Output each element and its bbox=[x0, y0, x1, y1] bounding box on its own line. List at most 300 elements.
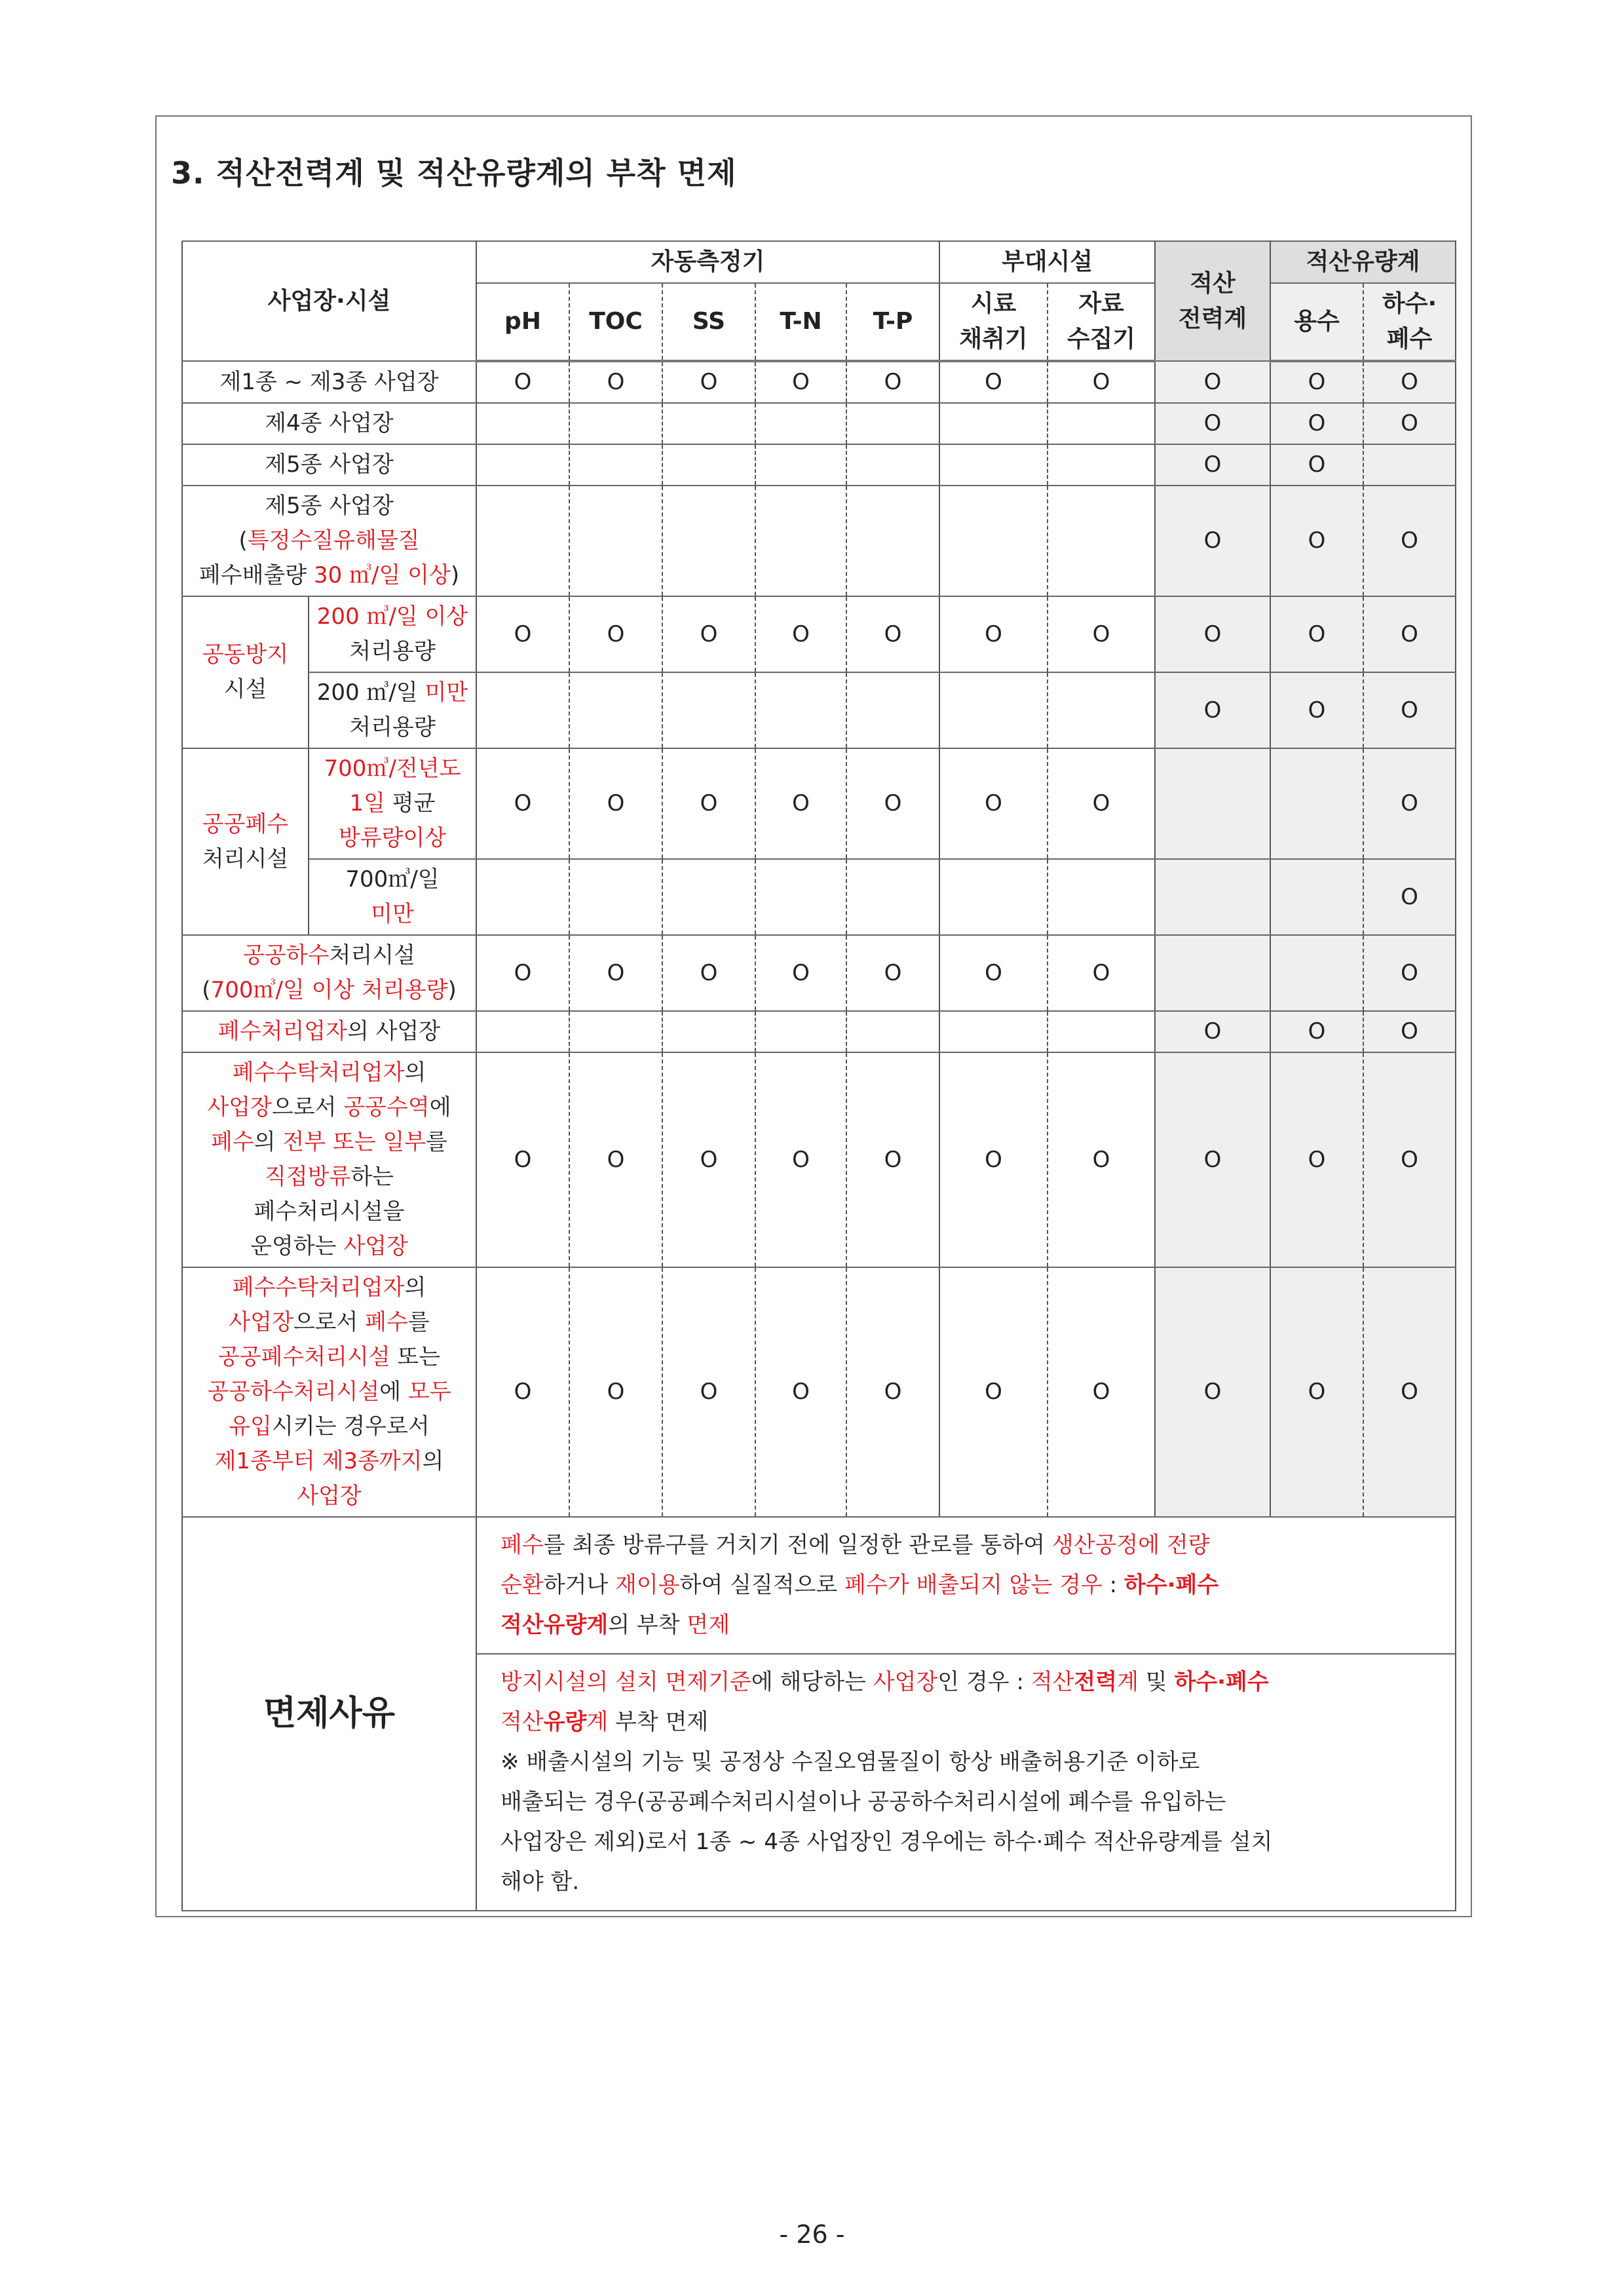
check-mark bbox=[939, 859, 1048, 935]
check-mark: O bbox=[476, 361, 569, 403]
check-mark: O bbox=[1155, 1052, 1270, 1267]
row-label bbox=[182, 444, 476, 486]
check-mark bbox=[662, 403, 755, 444]
highlighted-text: 공동방지 bbox=[202, 641, 289, 668]
highlighted-text: 미만 bbox=[425, 679, 468, 706]
header-auxiliary: 부대시설 bbox=[939, 241, 1155, 283]
check-mark bbox=[939, 486, 1048, 596]
check-mark: O bbox=[1155, 486, 1270, 596]
text-line: 수집기 bbox=[1067, 326, 1136, 353]
check-mark bbox=[569, 859, 662, 935]
text-line bbox=[183, 938, 476, 973]
check-mark: O bbox=[1363, 1267, 1456, 1517]
check-mark bbox=[476, 672, 569, 748]
text-line: 전력계 bbox=[1178, 305, 1247, 332]
check-mark: O bbox=[1270, 1267, 1363, 1517]
check-mark: O bbox=[1048, 361, 1155, 403]
text-segment: 폐수배출량 bbox=[198, 562, 314, 588]
check-mark: O bbox=[569, 596, 662, 672]
highlighted-text: 순환 bbox=[500, 1572, 544, 1598]
text-segment: 의 사업장 bbox=[347, 1018, 441, 1044]
text-segment: ) bbox=[447, 977, 457, 1003]
highlighted-text: 200 ㎥/일 이상 bbox=[316, 603, 468, 630]
text-line bbox=[309, 710, 476, 745]
check-mark: O bbox=[755, 361, 846, 403]
text-segment: 에 bbox=[379, 1379, 408, 1405]
text-segment: 의 부착 bbox=[608, 1612, 687, 1638]
highlighted-text: 사업장 bbox=[297, 1483, 362, 1509]
text-segment: ) bbox=[450, 562, 460, 588]
check-mark bbox=[939, 403, 1048, 444]
highlighted-text: 폐수 bbox=[365, 1309, 408, 1335]
text-line: 하수· bbox=[1382, 290, 1437, 317]
check-mark bbox=[1048, 444, 1155, 486]
text-line bbox=[500, 1782, 1431, 1822]
check-mark: O bbox=[1270, 1011, 1363, 1052]
check-mark bbox=[1048, 403, 1155, 444]
highlighted-text: 사업장 bbox=[873, 1669, 938, 1695]
check-mark: O bbox=[1363, 486, 1456, 596]
table-row bbox=[182, 748, 1456, 859]
check-mark: O bbox=[1155, 403, 1270, 444]
text-segment: 또는 bbox=[390, 1344, 441, 1370]
table-row bbox=[182, 1267, 1456, 1517]
check-mark: O bbox=[662, 748, 755, 859]
check-mark bbox=[939, 444, 1048, 486]
check-mark bbox=[939, 672, 1048, 748]
check-mark: O bbox=[939, 935, 1048, 1011]
header-auto-measurement: 자동측정기 bbox=[476, 241, 939, 283]
text-segment: 인 경우 : bbox=[937, 1669, 1031, 1695]
highlighted-text: 폐수처리업자 bbox=[217, 1018, 347, 1044]
highlighted-text: 폐수 bbox=[211, 1129, 254, 1155]
text-line: 용수 bbox=[1294, 308, 1340, 335]
header-aux-col bbox=[939, 283, 1048, 361]
text-segment: 처리용량 bbox=[349, 638, 436, 664]
highlighted-text: 공공수역 bbox=[343, 1094, 430, 1120]
exemption-row bbox=[182, 1517, 1456, 1654]
header-col-ss: SS bbox=[662, 283, 755, 361]
text-line bbox=[183, 638, 308, 672]
highlighted-text: 계 bbox=[1117, 1669, 1139, 1695]
highlighted-text: 유입 bbox=[229, 1413, 272, 1440]
text-segment: 으로서 bbox=[293, 1309, 366, 1335]
text-line bbox=[500, 1525, 1431, 1565]
text-line bbox=[309, 862, 476, 897]
highlighted-text: 전부 또는 일부 bbox=[282, 1129, 426, 1155]
row-label bbox=[182, 361, 476, 403]
text-segment: : bbox=[1102, 1572, 1124, 1598]
text-segment: 으로서 bbox=[271, 1094, 344, 1120]
text-segment: 의 bbox=[404, 1274, 426, 1301]
text-line bbox=[183, 1444, 476, 1479]
check-mark: O bbox=[1270, 672, 1363, 748]
check-mark: O bbox=[1270, 403, 1363, 444]
text-line bbox=[500, 1702, 1431, 1742]
check-mark bbox=[755, 486, 846, 596]
check-mark: O bbox=[569, 935, 662, 1011]
check-mark: O bbox=[939, 748, 1048, 859]
text-line: 적산 bbox=[1190, 269, 1236, 297]
text-line bbox=[183, 1014, 476, 1049]
text-segment: 하거나 bbox=[543, 1572, 616, 1598]
check-mark: O bbox=[1363, 596, 1456, 672]
check-mark: O bbox=[755, 1267, 846, 1517]
text-line bbox=[183, 1229, 476, 1264]
check-mark bbox=[569, 672, 662, 748]
check-mark: O bbox=[1155, 444, 1270, 486]
group-label bbox=[182, 748, 309, 935]
check-mark: O bbox=[476, 596, 569, 672]
check-mark: O bbox=[1270, 1052, 1363, 1267]
check-mark bbox=[476, 403, 569, 444]
header-col-toc: TOC bbox=[569, 283, 662, 361]
text-line bbox=[500, 1662, 1431, 1702]
row-label bbox=[182, 935, 476, 1011]
text-line: 폐수 bbox=[1386, 326, 1433, 353]
check-mark: O bbox=[1155, 361, 1270, 403]
check-mark: O bbox=[755, 748, 846, 859]
check-mark: O bbox=[1363, 748, 1456, 859]
check-mark: O bbox=[1048, 748, 1155, 859]
highlighted-text: 계 bbox=[586, 1709, 609, 1735]
check-mark: O bbox=[755, 935, 846, 1011]
text-line bbox=[183, 1125, 476, 1160]
highlighted-text: 하수·폐수 bbox=[1124, 1572, 1219, 1598]
highlighted-text: 생산공정에 전량 bbox=[1051, 1532, 1210, 1558]
check-mark: O bbox=[1270, 361, 1363, 403]
table-row bbox=[182, 935, 1456, 1011]
text-segment: 200 ㎥/일 bbox=[316, 679, 425, 706]
check-mark bbox=[569, 486, 662, 596]
text-segment: ※ 배출시설의 기능 및 공정상 수질오염물질이 항상 배출허용기준 이하로 bbox=[500, 1749, 1200, 1775]
text-segment: 및 bbox=[1138, 1669, 1175, 1695]
highlighted-text: 사업장 bbox=[207, 1094, 272, 1120]
exemption-text bbox=[476, 1517, 1456, 1654]
check-mark bbox=[755, 672, 846, 748]
text-segment: 처리시설 bbox=[202, 845, 289, 872]
exemption-label: 면제사유 bbox=[182, 1517, 476, 1911]
check-mark bbox=[1270, 935, 1363, 1011]
text-line bbox=[500, 1605, 1431, 1645]
text-line bbox=[183, 558, 476, 593]
header-col-t-p: T-P bbox=[846, 283, 939, 361]
highlighted-text: 직접방류 bbox=[264, 1164, 351, 1190]
check-mark: O bbox=[1155, 1011, 1270, 1052]
text-line bbox=[183, 1340, 476, 1375]
text-segment: 처리시설 bbox=[329, 942, 415, 968]
check-mark: O bbox=[1270, 444, 1363, 486]
table-row bbox=[182, 444, 1456, 486]
check-mark: O bbox=[1155, 672, 1270, 748]
check-mark: O bbox=[1270, 596, 1363, 672]
check-mark: O bbox=[846, 361, 939, 403]
check-mark bbox=[569, 444, 662, 486]
check-mark bbox=[846, 444, 939, 486]
text-line bbox=[500, 1822, 1431, 1862]
highlighted-text: 재이용 bbox=[615, 1572, 680, 1598]
highlighted-text: 사업장 bbox=[229, 1309, 293, 1335]
check-mark bbox=[1048, 486, 1155, 596]
check-mark bbox=[662, 444, 755, 486]
header-col-t-n: T-N bbox=[755, 283, 846, 361]
text-segment: 처리용량 bbox=[349, 714, 436, 740]
check-mark bbox=[476, 1011, 569, 1052]
text-segment: 사업장은 제외)로서 1종 ~ 4종 사업장인 경우에는 하수·폐수 적산유량계를 설치 bbox=[500, 1829, 1273, 1855]
check-mark: O bbox=[1363, 1011, 1456, 1052]
check-mark bbox=[846, 486, 939, 596]
text-segment: 배출되는 경우(공공폐수처리시설이나 공공하수처리시설에 폐수를 유입하는 bbox=[500, 1789, 1226, 1815]
table-row bbox=[182, 486, 1456, 596]
check-mark bbox=[1048, 859, 1155, 935]
highlighted-text: 폐수수탁처리업자 bbox=[232, 1274, 405, 1301]
text-segment: 에 해당하는 bbox=[751, 1669, 873, 1695]
check-mark bbox=[476, 444, 569, 486]
text-segment: 의 bbox=[254, 1129, 283, 1155]
highlighted-text: 공공하수처리시설 bbox=[207, 1379, 380, 1405]
highlighted-text: 미만 bbox=[371, 901, 414, 927]
text-segment: ( bbox=[202, 977, 211, 1003]
check-mark bbox=[846, 672, 939, 748]
header-facility: 사업장·시설 bbox=[182, 241, 476, 361]
check-mark: O bbox=[846, 748, 939, 859]
section-title: 3. 적산전력계 및 적산유량계의 부착 면제 bbox=[171, 155, 737, 191]
check-mark: O bbox=[662, 935, 755, 1011]
check-mark bbox=[939, 1011, 1048, 1052]
header-flow-meter: 적산유량계 bbox=[1270, 241, 1456, 283]
check-mark bbox=[1270, 859, 1363, 935]
text-segment: 하여 실질적으로 bbox=[679, 1572, 845, 1598]
check-mark: O bbox=[662, 361, 755, 403]
text-line bbox=[183, 1195, 476, 1229]
check-mark: O bbox=[755, 596, 846, 672]
text-segment: 제5종 사업장 bbox=[265, 451, 394, 478]
row-label bbox=[182, 1052, 476, 1267]
table-row bbox=[182, 672, 1456, 748]
check-mark: O bbox=[569, 1267, 662, 1517]
text-line bbox=[183, 448, 476, 482]
check-mark: O bbox=[1048, 596, 1155, 672]
check-mark bbox=[662, 859, 755, 935]
check-mark bbox=[755, 859, 846, 935]
check-mark bbox=[1270, 748, 1363, 859]
highlighted-text: 적산 bbox=[500, 1709, 544, 1735]
check-mark bbox=[1363, 444, 1456, 486]
page-number: - 26 - bbox=[779, 2220, 845, 2249]
text-line bbox=[309, 634, 476, 669]
exemption-text bbox=[476, 1654, 1456, 1911]
check-mark: O bbox=[476, 1267, 569, 1517]
check-mark: O bbox=[939, 361, 1048, 403]
check-mark bbox=[476, 859, 569, 935]
text-segment: 를 bbox=[407, 1309, 430, 1335]
text-segment: 제4종 사업장 bbox=[265, 410, 394, 436]
text-segment: 운영하는 bbox=[250, 1233, 344, 1259]
check-mark: O bbox=[846, 1267, 939, 1517]
highlighted-text: 모두 bbox=[407, 1379, 451, 1405]
highlighted-text: 사업장 bbox=[343, 1233, 408, 1259]
highlighted-text: 유량 bbox=[543, 1709, 587, 1735]
header-flow-col bbox=[1270, 283, 1363, 361]
text-segment: 부착 면제 bbox=[608, 1709, 709, 1735]
header-col-ph: pH bbox=[476, 283, 569, 361]
check-mark: O bbox=[755, 1052, 846, 1267]
text-line bbox=[309, 752, 476, 786]
check-mark bbox=[569, 1011, 662, 1052]
text-line: 채취기 bbox=[959, 326, 1028, 353]
highlighted-text: 적산 bbox=[1030, 1669, 1074, 1695]
check-mark: O bbox=[846, 596, 939, 672]
highlighted-text: 공공폐수 bbox=[202, 811, 289, 837]
check-mark: O bbox=[476, 748, 569, 859]
text-line bbox=[183, 973, 476, 1008]
text-segment: 의 bbox=[404, 1060, 426, 1086]
exemption-table bbox=[181, 240, 1456, 1911]
text-line: 시료 bbox=[970, 290, 1017, 317]
check-mark bbox=[662, 1011, 755, 1052]
check-mark bbox=[846, 859, 939, 935]
text-line bbox=[183, 1409, 476, 1444]
highlighted-text: 방류량이상 bbox=[338, 825, 447, 851]
text-line bbox=[309, 676, 476, 710]
check-mark bbox=[1048, 672, 1155, 748]
check-mark: O bbox=[476, 935, 569, 1011]
table-row bbox=[182, 1052, 1456, 1267]
text-segment: 평균 bbox=[385, 790, 436, 816]
check-mark bbox=[1155, 935, 1270, 1011]
check-mark bbox=[569, 403, 662, 444]
check-mark: O bbox=[1363, 1052, 1456, 1267]
header-flow-col bbox=[1363, 283, 1456, 361]
header-aux-col bbox=[1048, 283, 1155, 361]
text-line bbox=[183, 1090, 476, 1125]
group-label bbox=[182, 596, 309, 748]
text-line bbox=[183, 489, 476, 524]
highlighted-text: 700㎥/전년도 bbox=[324, 756, 461, 782]
check-mark: O bbox=[1363, 859, 1456, 935]
text-segment: 해야 함. bbox=[500, 1869, 580, 1895]
text-line bbox=[183, 1056, 476, 1090]
highlighted-text: 전력 bbox=[1074, 1669, 1118, 1695]
table-row bbox=[182, 361, 1456, 403]
text-line bbox=[183, 1271, 476, 1305]
row-label bbox=[182, 486, 476, 596]
check-mark bbox=[755, 1011, 846, 1052]
highlighted-text: 30 ㎥/일 이상 bbox=[313, 562, 451, 588]
check-mark: O bbox=[846, 935, 939, 1011]
check-mark: O bbox=[1270, 486, 1363, 596]
highlighted-text: 폐수 bbox=[500, 1532, 544, 1558]
text-segment: 제5종 사업장 bbox=[265, 493, 394, 519]
check-mark: O bbox=[1155, 1267, 1270, 1517]
row-label bbox=[182, 1267, 476, 1517]
check-mark: O bbox=[1155, 596, 1270, 672]
text-line bbox=[500, 1565, 1431, 1605]
text-segment: 제1종 ~ 제3종 사업장 bbox=[219, 368, 439, 395]
text-line bbox=[183, 672, 308, 707]
text-line bbox=[183, 1305, 476, 1340]
text-line bbox=[183, 406, 476, 441]
highlighted-text: 하수·폐수 bbox=[1174, 1669, 1269, 1695]
text-line bbox=[309, 600, 476, 634]
text-line bbox=[309, 786, 476, 821]
subrow-label bbox=[309, 672, 476, 748]
check-mark: O bbox=[662, 1267, 755, 1517]
highlighted-text: 제1종부터 제3종까지 bbox=[214, 1448, 423, 1474]
check-mark bbox=[662, 486, 755, 596]
check-mark: O bbox=[1048, 1267, 1155, 1517]
table-row bbox=[182, 1011, 1456, 1052]
check-mark: O bbox=[939, 1267, 1048, 1517]
text-segment: 시키는 경우로서 bbox=[271, 1413, 430, 1440]
highlighted-text: 700㎥/일 이상 처리용량 bbox=[210, 977, 448, 1003]
text-line bbox=[183, 807, 308, 842]
check-mark: O bbox=[1363, 361, 1456, 403]
text-segment: 700㎥/일 bbox=[345, 866, 440, 892]
check-mark: O bbox=[1363, 403, 1456, 444]
header-row bbox=[182, 241, 1456, 283]
check-mark bbox=[755, 403, 846, 444]
check-mark bbox=[662, 672, 755, 748]
check-mark: O bbox=[662, 1052, 755, 1267]
text-line bbox=[183, 1375, 476, 1409]
text-line bbox=[183, 1479, 476, 1514]
check-mark: O bbox=[569, 748, 662, 859]
subrow-label bbox=[309, 859, 476, 935]
text-segment: 를 최종 방류구를 거치기 전에 일정한 관로를 통하여 bbox=[543, 1532, 1052, 1558]
check-mark: O bbox=[569, 361, 662, 403]
check-mark bbox=[1048, 1011, 1155, 1052]
check-mark: O bbox=[1363, 672, 1456, 748]
check-mark: O bbox=[569, 1052, 662, 1267]
header-power-meter bbox=[1155, 241, 1270, 361]
subrow-label bbox=[309, 596, 476, 672]
text-line bbox=[183, 1160, 476, 1195]
check-mark bbox=[846, 403, 939, 444]
subrow-label bbox=[309, 748, 476, 859]
table-row bbox=[182, 596, 1456, 672]
text-segment: ( bbox=[238, 527, 248, 554]
text-line bbox=[309, 897, 476, 932]
check-mark: O bbox=[939, 1052, 1048, 1267]
check-mark: O bbox=[846, 1052, 939, 1267]
text-segment: 하는 bbox=[350, 1164, 394, 1190]
highlighted-text: 면제 bbox=[687, 1612, 730, 1638]
text-line bbox=[183, 842, 308, 877]
check-mark: O bbox=[1048, 935, 1155, 1011]
highlighted-text: 폐수가 배출되지 않는 경우 bbox=[844, 1572, 1103, 1598]
text-segment: 를 bbox=[426, 1129, 447, 1155]
text-line bbox=[183, 365, 476, 400]
row-label bbox=[182, 1011, 476, 1052]
highlighted-text: 적산유량계 bbox=[500, 1612, 609, 1638]
text-line bbox=[183, 524, 476, 558]
text-segment: 에 bbox=[429, 1094, 451, 1120]
text-line bbox=[500, 1742, 1431, 1782]
text-line bbox=[309, 821, 476, 856]
check-mark: O bbox=[476, 1052, 569, 1267]
text-line bbox=[500, 1862, 1431, 1902]
highlighted-text: 1일 bbox=[349, 790, 385, 816]
text-segment: 폐수처리시설을 bbox=[254, 1198, 405, 1225]
text-segment: 의 bbox=[422, 1448, 444, 1474]
table-row bbox=[182, 859, 1456, 935]
highlighted-text: 방지시설의 설치 면제기준 bbox=[500, 1669, 751, 1695]
check-mark: O bbox=[939, 596, 1048, 672]
check-mark: O bbox=[1363, 935, 1456, 1011]
check-mark: O bbox=[1048, 1052, 1155, 1267]
check-mark bbox=[846, 1011, 939, 1052]
